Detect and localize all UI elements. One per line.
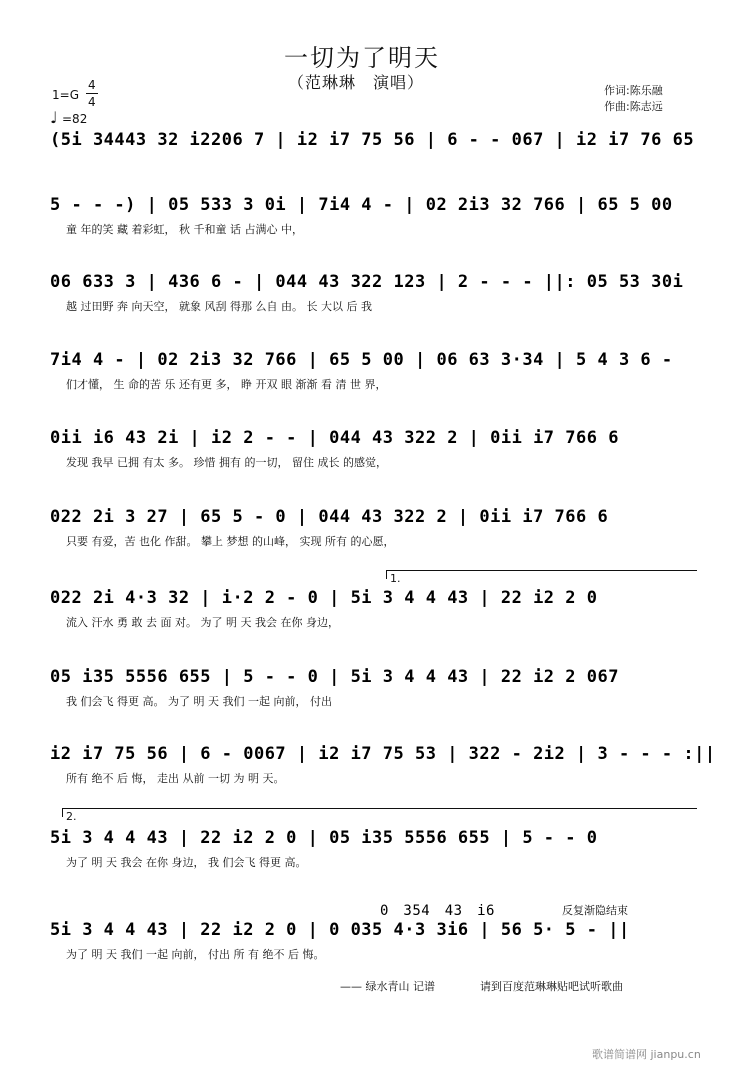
lyricist: 作词:陈乐融	[604, 84, 663, 97]
notes-line: 0ii i6 43 2i | i2 2 - - | 044 43 322 2 | 0ii i7 766 6	[50, 428, 619, 448]
notes-line: 5i 3 4 4 43 | 22 i2 2 0 | 05 i35 5556 655 | 5 - - 0	[50, 828, 598, 848]
volta-2-label: 2.	[66, 810, 77, 823]
site-watermark: 歌谱简谱网 jianpu.cn	[592, 1048, 701, 1061]
notes-line: i2 i7 75 56 | 6 - 0067 | i2 i7 75 53 | 322 - 2i2 | 3 - - - :||	[50, 744, 716, 764]
staff-row	[50, 744, 716, 800]
staff-row	[50, 667, 700, 723]
staff-row	[50, 828, 700, 884]
alternate-notes-line: 0 354 43 i6	[380, 903, 495, 919]
notes-line: 022 2i 4·3 32 | i·2 2 - 0 | 5i 3 4 4 43 | 22 i2 2 0	[50, 588, 598, 608]
lyrics-line: 所有 绝不 后 悔， 走出 从前 一切 为 明 天。	[66, 772, 285, 785]
lyrics-line: 发现 我早 已拥 有太 多。 珍惜 拥有 的一切， 留住 成长 的感觉，	[66, 456, 387, 469]
staff-row	[50, 507, 700, 563]
time-signature-divider	[86, 93, 98, 94]
lyrics-line: 为了 明 天 我会 在你 身边， 我 们会飞 得更 高。	[66, 856, 307, 869]
lyrics-line: 我 们会飞 得更 高。 为了 明 天 我们 一起 向前， 付出	[66, 695, 332, 708]
composer: 作曲:陈志远	[604, 100, 663, 113]
staff-row	[50, 130, 700, 186]
volta-1-bracket	[386, 570, 697, 579]
tempo-note-icon: ♩	[50, 108, 58, 127]
staff-row	[50, 920, 700, 976]
ending-instruction: 反复渐隐结束	[562, 904, 628, 917]
notes-line: 7i4 4 - | 02 2i3 32 766 | 65 5 00 | 06 63 3·34 | 5 4 3 6 -	[50, 350, 673, 370]
notes-line: 022 2i 3 27 | 65 5 - 0 | 044 43 322 2 | 0ii i7 766 6	[50, 507, 609, 527]
tempo-value: =82	[62, 112, 88, 126]
lyrics-line: 流入 汗水 勇 敢 去 面 对。 为了 明 天 我会 在你 身边，	[66, 616, 339, 629]
time-signature-top: 4	[88, 78, 96, 92]
notes-line: 5i 3 4 4 43 | 22 i2 2 0 | 0 035 4·3 3i6 | 56 5· 5 - ||	[50, 920, 630, 940]
song-subtitle: （范琳琳 演唱）	[288, 73, 425, 92]
staff-row	[50, 588, 700, 644]
listen-note: 请到百度范琳琳贴吧试听歌曲	[480, 980, 623, 993]
lyrics-line: 越 过田野 奔 向天空， 就象 风刮 得那 么自 由。 长 大以 后 我	[66, 300, 372, 313]
lyrics-line: 童 年的笑 藏 着彩虹， 秋 千和童 话 占满心 中，	[66, 223, 303, 236]
transcriber-credit: —— 绿水青山 记谱	[340, 980, 435, 993]
volta-1-label: 1.	[390, 572, 401, 585]
lyrics-line: 只要 有爱，苦 也化 作甜。 攀上 梦想 的山峰， 实现 所有 的心愿，	[66, 535, 395, 548]
lyrics-line: 为了 明 天 我们 一起 向前， 付出 所 有 绝不 后 悔。	[66, 948, 325, 961]
notes-line: 5 - - -) | 05 533 3 0i | 7i4 4 - | 02 2i3 32 766 | 65 5 00	[50, 195, 673, 215]
lyrics-line: 们才懂， 生 命的苦 乐 还有更 多， 睁 开双 眼 渐渐 看 清 世 界，	[66, 378, 387, 391]
volta-2-bracket	[62, 808, 697, 817]
notes-line: (5i 34443 32 i2206 7 | i2 i7 75 56 | 6 - - 067 | i2 i7 76 65	[50, 130, 695, 150]
time-signature-bottom: 4	[88, 95, 96, 109]
staff-row	[50, 195, 700, 251]
staff-row	[50, 428, 700, 484]
notes-line: 05 i35 5556 655 | 5 - - 0 | 5i 3 4 4 43 | 22 i2 2 067	[50, 667, 619, 687]
staff-row	[50, 350, 700, 406]
song-title: 一切为了明天	[284, 44, 440, 72]
notes-line: 06 633 3 | 436 6 - | 044 43 322 123 | 2 - - - ||: 05 53 30i	[50, 272, 684, 292]
staff-row	[50, 272, 700, 328]
key-signature: 1=G	[52, 88, 79, 102]
